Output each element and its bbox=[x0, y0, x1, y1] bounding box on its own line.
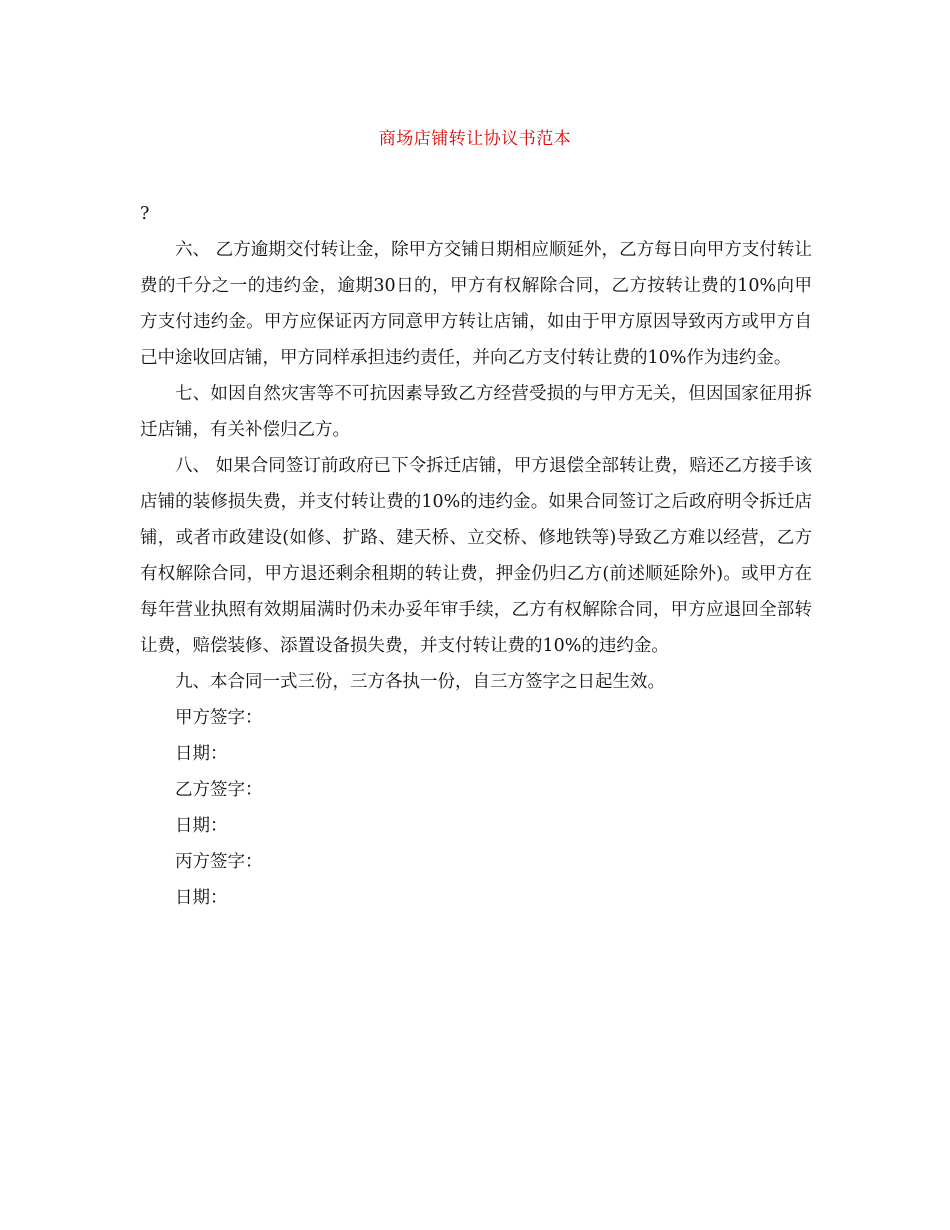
clause-9: 九、本合同一式三份，三方各执一份，自三方签字之日起生效。 bbox=[175, 672, 665, 692]
clause-8: 八、 如果合同签订前政府已下令拆迁店铺，甲方退偿全部转让费，赔还乙方接手该店铺的装修损失费，并支付转让费的10%的违约金。如果合同签订之后政府明令拆迁店铺，或者市政建设(如修、扩路、建天桥、立交桥、修地铁等)导致乙方难以经营，乙方有权解除合同，甲方退还剩余租期的转让费，押金仍归乙方(前述顺延除外)。或甲方在每年营业执照有效期届满时仍未办妥年审手续，乙方有权解除合同，甲方应退回全部转让费，赔偿装修、添置设备损失费，并支付转让费的10%的违约金。 bbox=[140, 456, 812, 656]
party-b-date-label: 日期： bbox=[175, 816, 228, 836]
document-title: 商场店铺转让协议书范本 bbox=[378, 129, 572, 149]
clause-6: 六、 乙方逾期交付转让金，除甲方交铺日期相应顺延外，乙方每日向甲方支付转让费的千分之一的违约金，逾期30日的，甲方有权解除合同，乙方按转让费的10%向甲方支付违约金。甲方应保证丙方同意甲方转让店铺，如由于甲方原因导致丙方或甲方自己中途收回店铺，甲方同样承担违约责任，并向乙方支付转让费的10%作为违约金。 bbox=[140, 240, 812, 368]
unknown-char-mark: ? bbox=[140, 204, 150, 224]
party-a-date-label: 日期： bbox=[175, 744, 228, 764]
party-a-signature-label: 甲方签字： bbox=[175, 708, 263, 728]
clause-7: 七、如因自然灾害等不可抗因素导致乙方经营受损的与甲方无关，但因国家征用拆迁店铺，有关补偿归乙方。 bbox=[140, 384, 812, 440]
party-b-signature-label: 乙方签字： bbox=[175, 780, 263, 800]
party-c-date-label: 日期： bbox=[175, 888, 228, 908]
document-body bbox=[140, 196, 812, 916]
party-c-signature-label: 丙方签字： bbox=[175, 852, 263, 872]
